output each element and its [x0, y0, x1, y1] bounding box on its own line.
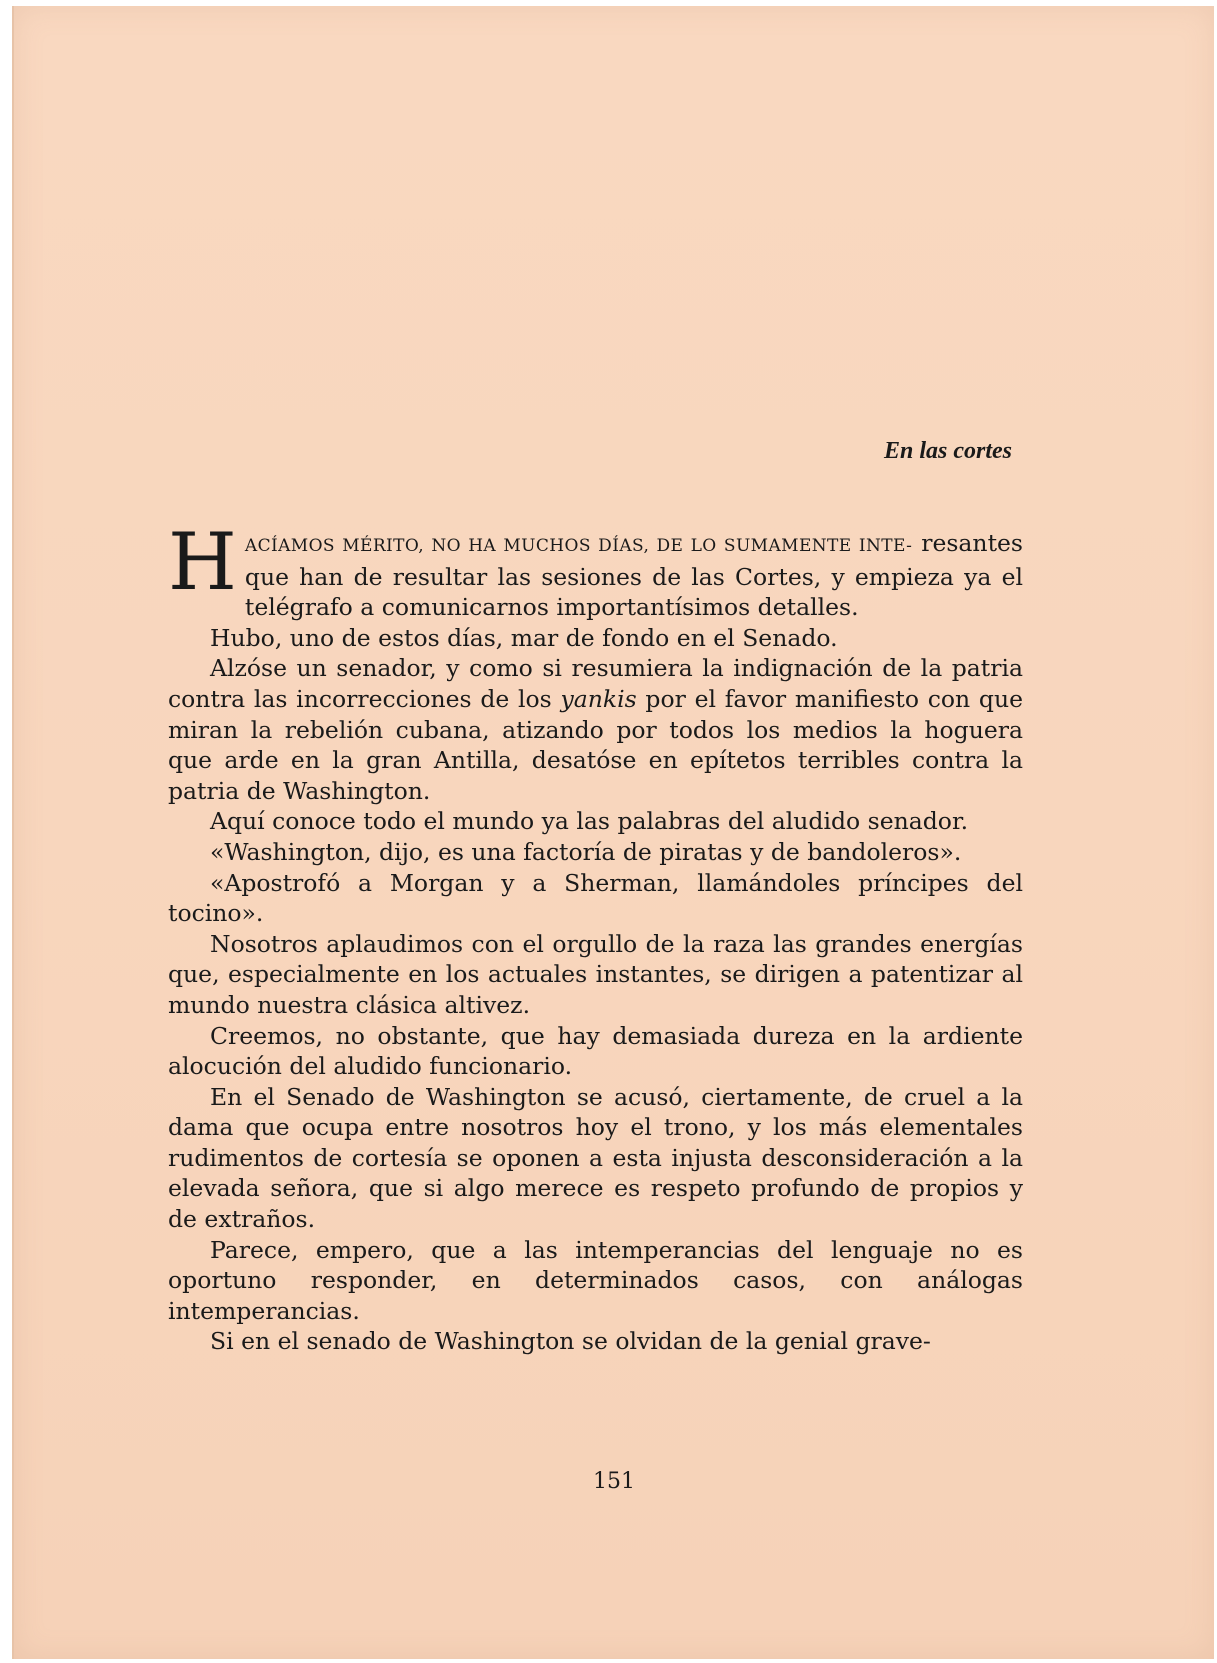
- paragraph: Creemos, no obstante, que hay demasiada dureza en la ardiente alocución del aludido funcionario.: [168, 1021, 1023, 1081]
- paragraph: [168, 653, 1023, 806]
- italic-term: yankis: [560, 684, 637, 713]
- paragraph: «Washington, dijo, es una factoría de piratas y de bandoleros».: [210, 837, 962, 866]
- paragraph: En el Senado de Washington se acusó, ciertamente, de cruel a la dama que ocupa entre nosotros hoy el trono, y los más elementales rudimentos de cortesía se oponen a esta injusta desconsideración a la elevada señora, que si algo merece es respeto profundo de propios y de extraños.: [168, 1082, 1023, 1234]
- paragraph: «Apostrofó a Morgan y a Sherman, llamándoles príncipes del tocino».: [168, 868, 1023, 928]
- paragraph: Si en el senado de Washington se olvidan de la genial grave-: [210, 1327, 931, 1356]
- drop-cap: H: [168, 516, 237, 608]
- opening-paragraph: [168, 516, 1023, 623]
- chapter-heading: En las cortes: [883, 438, 1012, 464]
- page-number: 151: [593, 1469, 635, 1494]
- paragraph: Parece, empero, que a las intemperancias del lenguaje no es oportuno responder, en determinados casos, con análogas intemperancias.: [168, 1235, 1023, 1325]
- book-page: [12, 6, 1214, 1659]
- paragraph: Nosotros aplaudimos con el orgullo de la raza las grandes energías que, especialmente en los actuales instantes, se dirigen a patentizar al mundo nuestra clásica altivez.: [168, 929, 1023, 1019]
- body-text: [168, 516, 1023, 1357]
- opening-rest: resantes que han de resultar las sesiones de las Cortes, y empieza ya el telégrafo a comunicarnos importantísimos detalles.: [244, 529, 1023, 622]
- paragraph-text: Alzóse un senador, y como si resumiera la indignación de la patria contra las incorrecciones de los: [168, 654, 1023, 713]
- opening-smallcaps: ACÍAMOS MÉRITO, NO HA MUCHOS DÍAS, DE LO SUMAMENTE INTE-: [244, 536, 913, 556]
- paragraph: Aquí conoce todo el mundo ya las palabras del aludido senador.: [210, 807, 969, 836]
- paragraph: Hubo, uno de estos días, mar de fondo en el Senado.: [210, 623, 838, 652]
- paragraph-text: por el favor manifiesto con que miran la rebelión cubana, atizando por todos los medios la hoguera que arde en la gran Antilla, desatóse en epítetos terribles contra la patria de Washington.: [168, 684, 1023, 805]
